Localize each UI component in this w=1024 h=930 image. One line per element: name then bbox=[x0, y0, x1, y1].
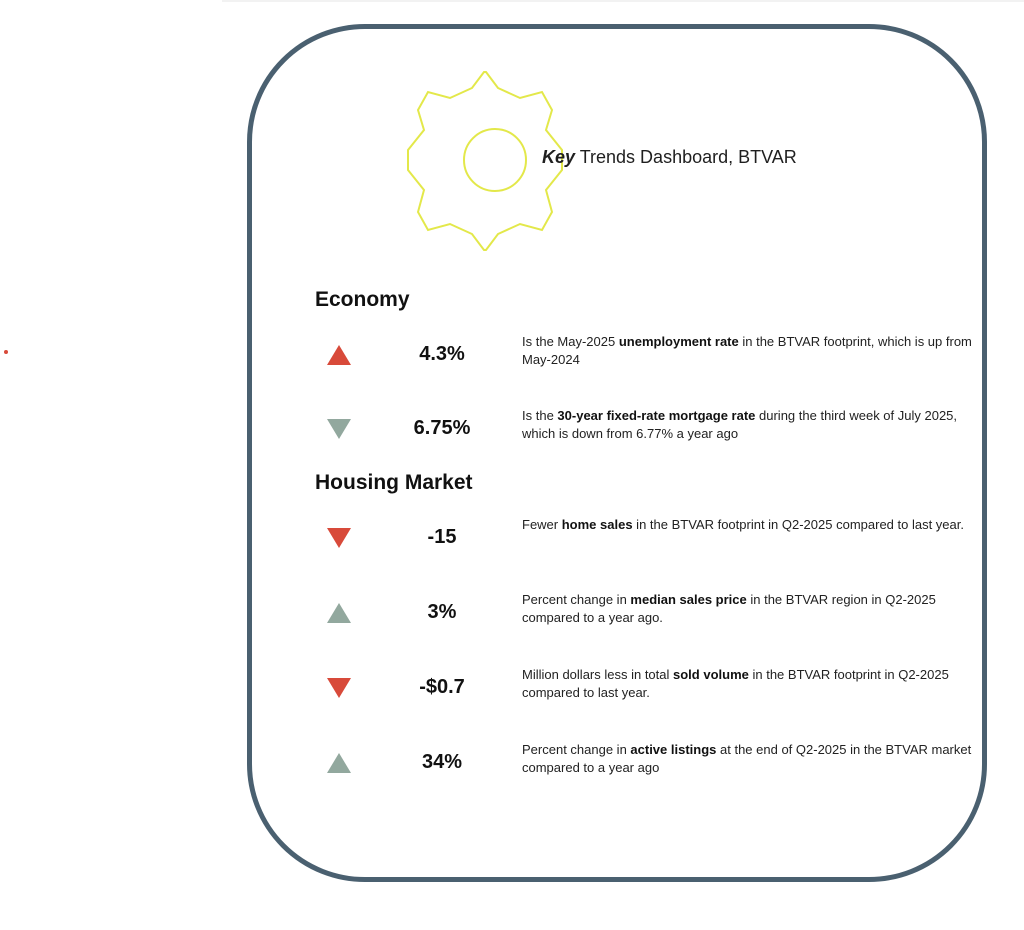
triangle-up-icon bbox=[327, 345, 351, 365]
metric-row bbox=[315, 517, 970, 576]
metric-value: -$0.7 bbox=[419, 676, 465, 698]
marker-dot bbox=[4, 350, 8, 354]
title-key: Key bbox=[542, 147, 576, 167]
metric-row bbox=[315, 408, 970, 467]
triangle-down-icon bbox=[327, 678, 351, 698]
metric-description: Is the May-2025 unemployment rate in the BTVAR footprint, which is up from May-2024 bbox=[522, 334, 972, 367]
title-rest: Trends Dashboard, BTVAR bbox=[575, 147, 797, 167]
triangle-down-icon bbox=[327, 528, 351, 548]
metric-description: Fewer home sales in the BTVAR footprint in Q2-2025 compared to last year. bbox=[522, 517, 964, 532]
metric-value: 3% bbox=[427, 601, 457, 623]
metric-description: Is the 30-year fixed-rate mortgage rate during the third week of July 2025, which is down from 6.77% a year ago bbox=[522, 408, 958, 441]
metric-value: -15 bbox=[427, 526, 457, 548]
dashboard-title bbox=[542, 147, 797, 168]
metric-description: Percent change in median sales price in the BTVAR region in Q2-2025 compared to a year ago. bbox=[522, 592, 936, 625]
metric-row bbox=[315, 592, 970, 651]
top-divider bbox=[222, 0, 1024, 2]
metric-value: 34% bbox=[421, 751, 463, 773]
triangle-up-icon bbox=[327, 603, 351, 623]
section-heading-economy: Economy bbox=[315, 288, 410, 311]
triangle-down-icon bbox=[327, 419, 351, 439]
metric-value: 4.3% bbox=[419, 343, 465, 365]
metric-description: Million dollars less in total sold volume in the BTVAR footprint in Q2-2025 compared to last year. bbox=[522, 667, 949, 700]
metric-value: 6.75% bbox=[413, 417, 471, 439]
triangle-up-icon bbox=[327, 753, 351, 773]
metric-description: Percent change in active listings at the end of Q2-2025 in the BTVAR market compared to a year ago bbox=[522, 742, 972, 775]
metric-row bbox=[315, 667, 970, 726]
metric-row bbox=[315, 742, 972, 801]
section-heading-housing-market: Housing Market bbox=[315, 471, 473, 494]
metric-row bbox=[315, 334, 972, 393]
